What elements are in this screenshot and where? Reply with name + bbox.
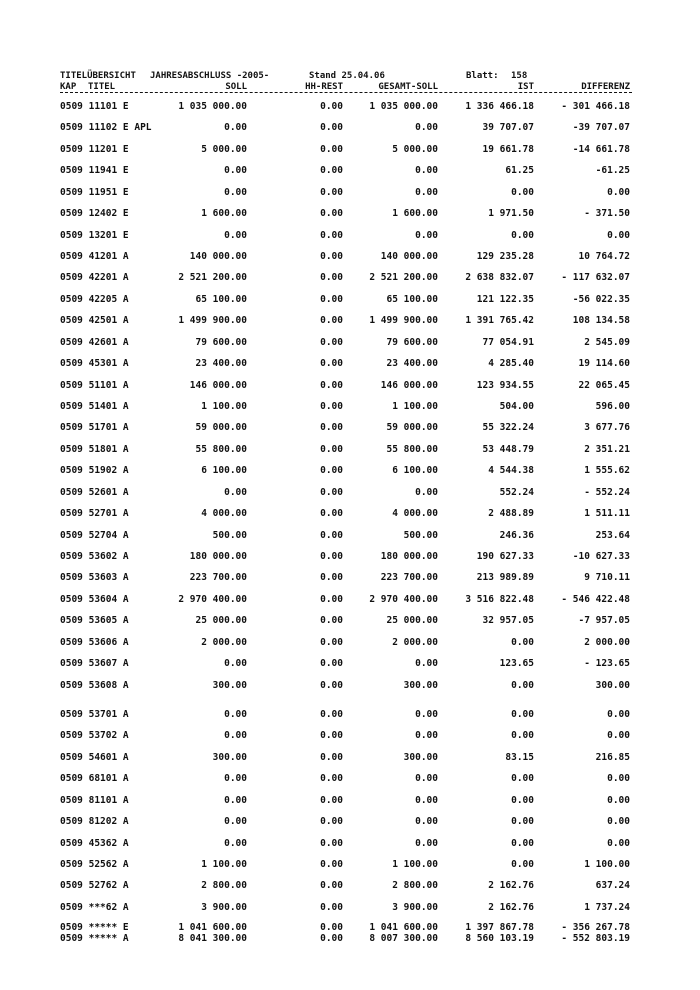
row-soll: 2 521 200.00 bbox=[178, 272, 247, 283]
row-gesamt-soll: 0.00 bbox=[415, 773, 438, 784]
row-differenz: 2 545.09 bbox=[584, 337, 630, 348]
table-row bbox=[0, 730, 700, 742]
row-ist: 1 971.50 bbox=[488, 208, 534, 219]
row-differenz: 0.00 bbox=[607, 730, 630, 741]
report-title: TITELÜBERSICHT bbox=[60, 71, 136, 81]
row-soll: 180 000.00 bbox=[189, 551, 247, 562]
row-hh-rest: 0.00 bbox=[320, 922, 343, 933]
row-ist: 552.24 bbox=[499, 487, 534, 498]
row-hh-rest: 0.00 bbox=[320, 816, 343, 827]
table-row bbox=[0, 165, 700, 177]
row-ist: 1 336 466.18 bbox=[465, 101, 534, 112]
row-hh-rest: 0.00 bbox=[320, 144, 343, 155]
table-row bbox=[0, 551, 700, 563]
row-soll: 0.00 bbox=[224, 730, 247, 741]
row-soll: 0.00 bbox=[224, 122, 247, 133]
row-hh-rest: 0.00 bbox=[320, 594, 343, 605]
row-ist: 0.00 bbox=[511, 773, 534, 784]
row-ist: 1 391 765.42 bbox=[465, 315, 534, 326]
table-row bbox=[0, 422, 700, 434]
column-header-kap: KAP bbox=[60, 82, 77, 92]
row-hh-rest: 0.00 bbox=[320, 122, 343, 133]
row-ist: 121 122.35 bbox=[476, 294, 534, 305]
row-title: 0509 53607 A bbox=[60, 658, 129, 669]
row-gesamt-soll: 23 400.00 bbox=[386, 358, 438, 369]
row-differenz: 10 764.72 bbox=[578, 251, 630, 262]
row-hh-rest: 0.00 bbox=[320, 730, 343, 741]
table-row bbox=[0, 380, 700, 392]
row-gesamt-soll: 4 000.00 bbox=[392, 508, 438, 519]
row-title: 0509 11951 E bbox=[60, 187, 129, 198]
row-ist: 55 322.24 bbox=[482, 422, 534, 433]
table-row bbox=[0, 880, 700, 892]
row-title: 0509 53602 A bbox=[60, 551, 129, 562]
row-title: 0509 51401 A bbox=[60, 401, 129, 412]
table-row bbox=[0, 795, 700, 807]
row-gesamt-soll: 2 970 400.00 bbox=[369, 594, 438, 605]
row-soll: 2 000.00 bbox=[201, 637, 247, 648]
table-row bbox=[0, 816, 700, 828]
row-differenz: 3 677.76 bbox=[584, 422, 630, 433]
table-row bbox=[0, 101, 700, 113]
row-soll: 55 800.00 bbox=[195, 444, 247, 455]
row-hh-rest: 0.00 bbox=[320, 230, 343, 241]
row-hh-rest: 0.00 bbox=[320, 752, 343, 763]
row-differenz: 0.00 bbox=[607, 773, 630, 784]
row-ist: 504.00 bbox=[499, 401, 534, 412]
report-date: Stand 25.04.06 bbox=[309, 71, 385, 81]
row-ist: 0.00 bbox=[511, 709, 534, 720]
table-row bbox=[0, 637, 700, 649]
table-row bbox=[0, 230, 700, 242]
row-soll: 0.00 bbox=[224, 773, 247, 784]
row-title: 0509 ***** E bbox=[60, 922, 129, 933]
row-differenz: 253.64 bbox=[595, 530, 630, 541]
row-gesamt-soll: 1 600.00 bbox=[392, 208, 438, 219]
row-title: 0509 11941 E bbox=[60, 165, 129, 176]
row-soll: 3 900.00 bbox=[201, 902, 247, 913]
row-hh-rest: 0.00 bbox=[320, 859, 343, 870]
row-hh-rest: 0.00 bbox=[320, 615, 343, 626]
row-gesamt-soll: 0.00 bbox=[415, 816, 438, 827]
row-soll: 0.00 bbox=[224, 709, 247, 720]
row-hh-rest: 0.00 bbox=[320, 444, 343, 455]
table-row bbox=[0, 465, 700, 477]
row-title: 0509 53608 A bbox=[60, 680, 129, 691]
row-title: 0509 ***** A bbox=[60, 933, 129, 944]
row-differenz: -56 022.35 bbox=[572, 294, 630, 305]
row-differenz: 0.00 bbox=[607, 816, 630, 827]
row-gesamt-soll: 5 000.00 bbox=[392, 144, 438, 155]
row-ist: 123.65 bbox=[499, 658, 534, 669]
row-gesamt-soll: 55 800.00 bbox=[386, 444, 438, 455]
row-title: 0509 53604 A bbox=[60, 594, 129, 605]
row-hh-rest: 0.00 bbox=[320, 551, 343, 562]
row-soll: 140 000.00 bbox=[189, 251, 247, 262]
table-row bbox=[0, 680, 700, 692]
row-title: 0509 52704 A bbox=[60, 530, 129, 541]
row-soll: 0.00 bbox=[224, 658, 247, 669]
row-hh-rest: 0.00 bbox=[320, 880, 343, 891]
row-gesamt-soll: 59 000.00 bbox=[386, 422, 438, 433]
row-differenz: 22 065.45 bbox=[578, 380, 630, 391]
table-row bbox=[0, 508, 700, 520]
row-title: 0509 52601 A bbox=[60, 487, 129, 498]
row-differenz: 0.00 bbox=[607, 230, 630, 241]
row-title: 0509 51902 A bbox=[60, 465, 129, 476]
column-header-differenz: DIFFERENZ bbox=[581, 82, 630, 92]
row-soll: 65 100.00 bbox=[195, 294, 247, 305]
row-title: 0509 13201 E bbox=[60, 230, 129, 241]
table-row bbox=[0, 187, 700, 199]
row-soll: 0.00 bbox=[224, 230, 247, 241]
row-gesamt-soll: 300.00 bbox=[403, 680, 438, 691]
row-ist: 0.00 bbox=[511, 187, 534, 198]
total-row bbox=[0, 933, 700, 945]
row-gesamt-soll: 2 521 200.00 bbox=[369, 272, 438, 283]
table-row bbox=[0, 838, 700, 850]
row-gesamt-soll: 500.00 bbox=[403, 530, 438, 541]
column-header-gesamt-soll: GESAMT-SOLL bbox=[378, 82, 438, 92]
row-differenz: - 552 803.19 bbox=[561, 933, 630, 944]
row-gesamt-soll: 1 100.00 bbox=[392, 401, 438, 412]
table-row bbox=[0, 337, 700, 349]
row-gesamt-soll: 0.00 bbox=[415, 122, 438, 133]
row-title: 0509 68101 A bbox=[60, 773, 129, 784]
row-hh-rest: 0.00 bbox=[320, 401, 343, 412]
row-ist: 246.36 bbox=[499, 530, 534, 541]
table-row bbox=[0, 773, 700, 785]
row-gesamt-soll: 0.00 bbox=[415, 730, 438, 741]
row-differenz: 216.85 bbox=[595, 752, 630, 763]
page-number: 158 bbox=[511, 71, 528, 81]
table-row bbox=[0, 572, 700, 584]
row-title: 0509 53603 A bbox=[60, 572, 129, 583]
row-ist: 0.00 bbox=[511, 230, 534, 241]
row-hh-rest: 0.00 bbox=[320, 795, 343, 806]
row-ist: 123 934.55 bbox=[476, 380, 534, 391]
row-ist: 53 448.79 bbox=[482, 444, 534, 455]
row-title: 0509 53605 A bbox=[60, 615, 129, 626]
row-soll: 300.00 bbox=[212, 680, 247, 691]
row-hh-rest: 0.00 bbox=[320, 680, 343, 691]
row-soll: 146 000.00 bbox=[189, 380, 247, 391]
row-differenz: 637.24 bbox=[595, 880, 630, 891]
row-gesamt-soll: 65 100.00 bbox=[386, 294, 438, 305]
row-differenz: - 356 267.78 bbox=[561, 922, 630, 933]
row-hh-rest: 0.00 bbox=[320, 902, 343, 913]
row-ist: 19 661.78 bbox=[482, 144, 534, 155]
row-differenz: 19 114.60 bbox=[578, 358, 630, 369]
row-soll: 0.00 bbox=[224, 487, 247, 498]
row-ist: 8 560 103.19 bbox=[465, 933, 534, 944]
row-title: 0509 51701 A bbox=[60, 422, 129, 433]
row-ist: 0.00 bbox=[511, 730, 534, 741]
row-ist: 129 235.28 bbox=[476, 251, 534, 262]
row-differenz: 300.00 bbox=[595, 680, 630, 691]
row-differenz: -61.25 bbox=[595, 165, 630, 176]
row-ist: 0.00 bbox=[511, 795, 534, 806]
row-gesamt-soll: 2 000.00 bbox=[392, 637, 438, 648]
column-header-titel: TITEL bbox=[88, 82, 116, 92]
row-soll: 4 000.00 bbox=[201, 508, 247, 519]
row-hh-rest: 0.00 bbox=[320, 358, 343, 369]
row-ist: 2 488.89 bbox=[488, 508, 534, 519]
row-differenz: 0.00 bbox=[607, 795, 630, 806]
row-title: 0509 42501 A bbox=[60, 315, 129, 326]
row-title: 0509 52701 A bbox=[60, 508, 129, 519]
row-hh-rest: 0.00 bbox=[320, 315, 343, 326]
row-hh-rest: 0.00 bbox=[320, 101, 343, 112]
row-title: 0509 11101 E bbox=[60, 101, 129, 112]
row-differenz: - 123.65 bbox=[584, 658, 630, 669]
row-differenz: -7 957.05 bbox=[578, 615, 630, 626]
report-subtitle: JAHRESABSCHLUSS -2005- bbox=[150, 71, 270, 81]
row-ist: 77 054.91 bbox=[482, 337, 534, 348]
row-title: 0509 42205 A bbox=[60, 294, 129, 305]
row-title: 0509 53702 A bbox=[60, 730, 129, 741]
row-hh-rest: 0.00 bbox=[320, 422, 343, 433]
table-row bbox=[0, 272, 700, 284]
row-differenz: - 117 632.07 bbox=[561, 272, 630, 283]
row-hh-rest: 0.00 bbox=[320, 773, 343, 784]
table-row bbox=[0, 859, 700, 871]
table-row bbox=[0, 208, 700, 220]
row-ist: 1 397 867.78 bbox=[465, 922, 534, 933]
row-ist: 0.00 bbox=[511, 816, 534, 827]
row-soll: 6 100.00 bbox=[201, 465, 247, 476]
row-ist: 39 707.07 bbox=[482, 122, 534, 133]
row-gesamt-soll: 8 007 300.00 bbox=[369, 933, 438, 944]
row-title: 0509 ***62 A bbox=[60, 902, 129, 913]
row-differenz: 0.00 bbox=[607, 838, 630, 849]
row-hh-rest: 0.00 bbox=[320, 465, 343, 476]
row-hh-rest: 0.00 bbox=[320, 251, 343, 262]
row-differenz: -10 627.33 bbox=[572, 551, 630, 562]
row-title: 0509 51801 A bbox=[60, 444, 129, 455]
table-row bbox=[0, 658, 700, 670]
row-soll: 2 970 400.00 bbox=[178, 594, 247, 605]
page-label: Blatt: bbox=[466, 71, 499, 81]
row-hh-rest: 0.00 bbox=[320, 380, 343, 391]
table-row bbox=[0, 530, 700, 542]
row-hh-rest: 0.00 bbox=[320, 530, 343, 541]
row-ist: 3 516 822.48 bbox=[465, 594, 534, 605]
table-row bbox=[0, 709, 700, 721]
column-header-hh-rest: HH-REST bbox=[305, 82, 343, 92]
row-hh-rest: 0.00 bbox=[320, 187, 343, 198]
row-hh-rest: 0.00 bbox=[320, 337, 343, 348]
row-gesamt-soll: 0.00 bbox=[415, 795, 438, 806]
table-row bbox=[0, 444, 700, 456]
row-hh-rest: 0.00 bbox=[320, 933, 343, 944]
row-title: 0509 52562 A bbox=[60, 859, 129, 870]
row-ist: 213 989.89 bbox=[476, 572, 534, 583]
row-soll: 223 700.00 bbox=[189, 572, 247, 583]
row-differenz: - 371.50 bbox=[584, 208, 630, 219]
table-row bbox=[0, 902, 700, 914]
row-differenz: 9 710.11 bbox=[584, 572, 630, 583]
table-row bbox=[0, 315, 700, 327]
row-soll: 0.00 bbox=[224, 838, 247, 849]
row-gesamt-soll: 1 499 900.00 bbox=[369, 315, 438, 326]
column-header-ist: IST bbox=[517, 82, 534, 92]
row-soll: 1 499 900.00 bbox=[178, 315, 247, 326]
row-gesamt-soll: 2 800.00 bbox=[392, 880, 438, 891]
row-soll: 0.00 bbox=[224, 816, 247, 827]
row-gesamt-soll: 0.00 bbox=[415, 838, 438, 849]
row-gesamt-soll: 223 700.00 bbox=[380, 572, 438, 583]
row-hh-rest: 0.00 bbox=[320, 658, 343, 669]
row-gesamt-soll: 1 100.00 bbox=[392, 859, 438, 870]
row-soll: 500.00 bbox=[212, 530, 247, 541]
row-gesamt-soll: 1 035 000.00 bbox=[369, 101, 438, 112]
row-differenz: 108 134.58 bbox=[572, 315, 630, 326]
row-differenz: -39 707.07 bbox=[572, 122, 630, 133]
row-differenz: 1 100.00 bbox=[584, 859, 630, 870]
row-gesamt-soll: 0.00 bbox=[415, 165, 438, 176]
row-title: 0509 81202 A bbox=[60, 816, 129, 827]
table-row bbox=[0, 122, 700, 134]
row-ist: 83.15 bbox=[505, 752, 534, 763]
row-gesamt-soll: 0.00 bbox=[415, 709, 438, 720]
row-ist: 32 957.05 bbox=[482, 615, 534, 626]
row-soll: 8 041 300.00 bbox=[178, 933, 247, 944]
row-gesamt-soll: 6 100.00 bbox=[392, 465, 438, 476]
row-title: 0509 41201 A bbox=[60, 251, 129, 262]
row-soll: 5 000.00 bbox=[201, 144, 247, 155]
row-ist: 190 627.33 bbox=[476, 551, 534, 562]
row-title: 0509 12402 E bbox=[60, 208, 129, 219]
row-differenz: 1 511.11 bbox=[584, 508, 630, 519]
row-soll: 1 600.00 bbox=[201, 208, 247, 219]
row-gesamt-soll: 140 000.00 bbox=[380, 251, 438, 262]
row-ist: 2 162.76 bbox=[488, 902, 534, 913]
row-ist: 0.00 bbox=[511, 838, 534, 849]
row-differenz: 0.00 bbox=[607, 709, 630, 720]
row-soll: 1 035 000.00 bbox=[178, 101, 247, 112]
row-differenz: - 301 466.18 bbox=[561, 101, 630, 112]
table-row bbox=[0, 615, 700, 627]
row-title: 0509 51101 A bbox=[60, 380, 129, 391]
row-title: 0509 52762 A bbox=[60, 880, 129, 891]
row-gesamt-soll: 25 000.00 bbox=[386, 615, 438, 626]
row-hh-rest: 0.00 bbox=[320, 208, 343, 219]
row-gesamt-soll: 1 041 600.00 bbox=[369, 922, 438, 933]
row-hh-rest: 0.00 bbox=[320, 508, 343, 519]
row-title: 0509 42201 A bbox=[60, 272, 129, 283]
row-differenz: 1 737.24 bbox=[584, 902, 630, 913]
row-title: 0509 11201 E bbox=[60, 144, 129, 155]
row-differenz: 0.00 bbox=[607, 187, 630, 198]
row-hh-rest: 0.00 bbox=[320, 572, 343, 583]
row-soll: 0.00 bbox=[224, 165, 247, 176]
row-ist: 4 285.40 bbox=[488, 358, 534, 369]
row-hh-rest: 0.00 bbox=[320, 637, 343, 648]
row-hh-rest: 0.00 bbox=[320, 272, 343, 283]
row-title: 0509 45362 A bbox=[60, 838, 129, 849]
table-row bbox=[0, 401, 700, 413]
row-gesamt-soll: 180 000.00 bbox=[380, 551, 438, 562]
row-soll: 2 800.00 bbox=[201, 880, 247, 891]
row-title: 0509 53701 A bbox=[60, 709, 129, 720]
row-gesamt-soll: 0.00 bbox=[415, 230, 438, 241]
row-soll: 1 041 600.00 bbox=[178, 922, 247, 933]
table-row bbox=[0, 294, 700, 306]
row-soll: 300.00 bbox=[212, 752, 247, 763]
row-hh-rest: 0.00 bbox=[320, 838, 343, 849]
table-row bbox=[0, 251, 700, 263]
row-ist: 0.00 bbox=[511, 859, 534, 870]
row-title: 0509 81101 A bbox=[60, 795, 129, 806]
row-differenz: 1 555.62 bbox=[584, 465, 630, 476]
row-differenz: - 546 422.48 bbox=[561, 594, 630, 605]
row-hh-rest: 0.00 bbox=[320, 709, 343, 720]
row-ist: 2 638 832.07 bbox=[465, 272, 534, 283]
row-soll: 59 000.00 bbox=[195, 422, 247, 433]
table-row bbox=[0, 144, 700, 156]
row-ist: 61.25 bbox=[505, 165, 534, 176]
row-differenz: - 552.24 bbox=[584, 487, 630, 498]
row-differenz: 2 351.21 bbox=[584, 444, 630, 455]
row-gesamt-soll: 3 900.00 bbox=[392, 902, 438, 913]
row-soll: 1 100.00 bbox=[201, 401, 247, 412]
row-ist: 0.00 bbox=[511, 637, 534, 648]
row-gesamt-soll: 0.00 bbox=[415, 487, 438, 498]
row-gesamt-soll: 0.00 bbox=[415, 187, 438, 198]
row-ist: 0.00 bbox=[511, 680, 534, 691]
row-differenz: 2 000.00 bbox=[584, 637, 630, 648]
row-title: 0509 42601 A bbox=[60, 337, 129, 348]
table-row bbox=[0, 594, 700, 606]
table-row bbox=[0, 487, 700, 499]
row-gesamt-soll: 300.00 bbox=[403, 752, 438, 763]
row-differenz: 596.00 bbox=[595, 401, 630, 412]
row-gesamt-soll: 79 600.00 bbox=[386, 337, 438, 348]
row-soll: 1 100.00 bbox=[201, 859, 247, 870]
row-soll: 0.00 bbox=[224, 795, 247, 806]
row-ist: 2 162.76 bbox=[488, 880, 534, 891]
row-soll: 25 000.00 bbox=[195, 615, 247, 626]
header-divider bbox=[60, 92, 632, 93]
column-header-soll: SOLL bbox=[225, 82, 247, 92]
row-gesamt-soll: 146 000.00 bbox=[380, 380, 438, 391]
row-hh-rest: 0.00 bbox=[320, 294, 343, 305]
row-title: 0509 53606 A bbox=[60, 637, 129, 648]
row-title: 0509 54601 A bbox=[60, 752, 129, 763]
row-differenz: -14 661.78 bbox=[572, 144, 630, 155]
table-row bbox=[0, 358, 700, 370]
row-gesamt-soll: 0.00 bbox=[415, 658, 438, 669]
table-row bbox=[0, 752, 700, 764]
row-title: 0509 45301 A bbox=[60, 358, 129, 369]
row-title: 0509 11102 E APL bbox=[60, 122, 152, 133]
row-ist: 4 544.38 bbox=[488, 465, 534, 476]
row-soll: 23 400.00 bbox=[195, 358, 247, 369]
row-soll: 0.00 bbox=[224, 187, 247, 198]
row-hh-rest: 0.00 bbox=[320, 165, 343, 176]
row-hh-rest: 0.00 bbox=[320, 487, 343, 498]
row-soll: 79 600.00 bbox=[195, 337, 247, 348]
